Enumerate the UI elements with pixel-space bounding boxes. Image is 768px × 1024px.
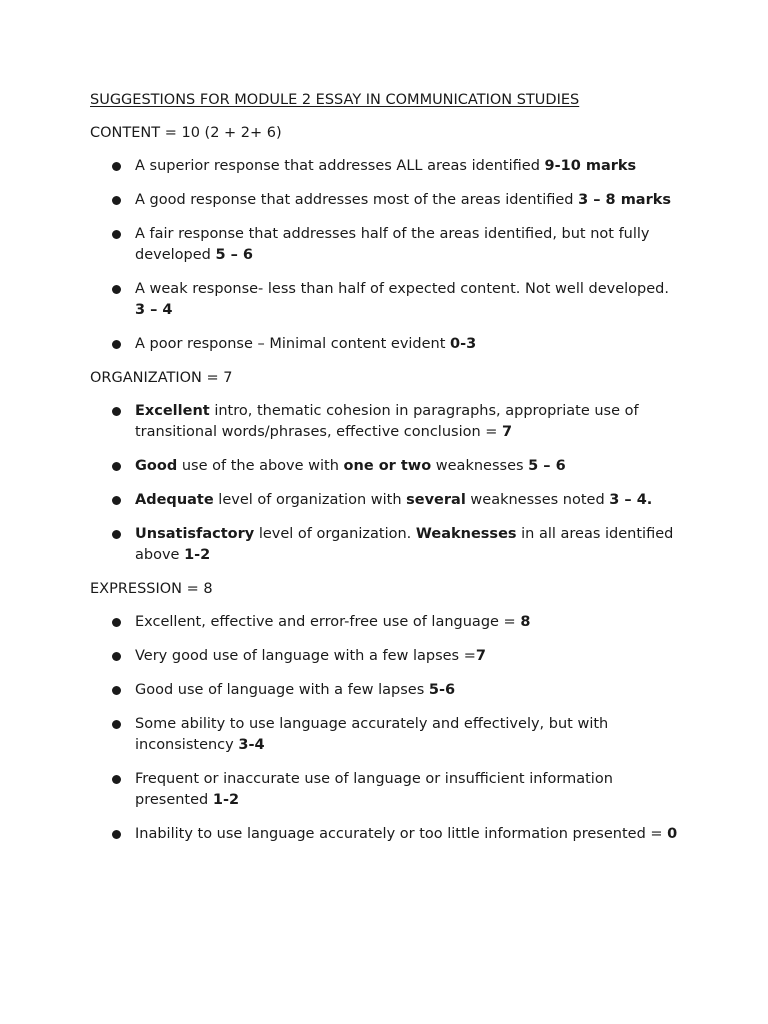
emphasis-text: 5 – 6 [528, 458, 566, 474]
list-item [90, 524, 690, 566]
item-text: A good response that addresses most of the areas identified [135, 192, 579, 208]
bullet-icon [112, 830, 121, 839]
criteria-list [90, 612, 690, 845]
list-item [90, 612, 690, 633]
list-item [90, 824, 690, 845]
bullet-icon [112, 652, 121, 661]
list-item [90, 401, 690, 443]
list-item [90, 490, 690, 511]
section-heading: ORGANIZATION = 7 [90, 370, 233, 386]
emphasis-text: 1-2 [212, 792, 240, 808]
emphasis-text: Adequate [135, 492, 214, 508]
emphasis-text: 5 – 6 [215, 247, 253, 263]
bullet-icon [112, 407, 121, 416]
bullet-icon [112, 775, 121, 784]
item-text: weaknesses noted [465, 492, 610, 508]
criteria-list [90, 156, 690, 355]
emphasis-text: several [406, 492, 466, 508]
list-item [90, 456, 690, 477]
list-item [90, 646, 690, 667]
section-expression [90, 579, 690, 845]
list-item [90, 769, 690, 811]
item-text: A superior response that addresses ALL areas identified [135, 158, 545, 174]
item-text: weaknesses [431, 458, 529, 474]
emphasis-text: 5-6 [428, 682, 456, 698]
list-item [90, 680, 690, 701]
section-content [90, 123, 690, 355]
section-heading: CONTENT = 10 (2 + 2+ 6) [90, 125, 282, 141]
item-text: Inability to use language accurately or too little information presented = [135, 826, 668, 842]
item-text: Some ability to use language accurately and effectively, but with inconsistency [135, 716, 609, 753]
emphasis-text: 3-4 [238, 737, 265, 753]
item-text: Excellent, effective and error-free use of language = [135, 614, 521, 630]
emphasis-text: Excellent [135, 403, 210, 419]
list-item [90, 279, 690, 321]
item-text: level of organization with [213, 492, 407, 508]
item-text: A fair response that addresses half of the areas identified, but not fully developed [135, 226, 650, 263]
emphasis-text: 7 [475, 648, 486, 664]
list-item [90, 156, 690, 177]
emphasis-text: Good [135, 458, 178, 474]
item-text: intro, thematic cohesion in paragraphs, appropriate use of transitional words/phrases, effective conclusion = [135, 403, 639, 440]
item-text: A weak response- less than half of expected content. Not well developed. [135, 281, 669, 297]
document-page [90, 90, 690, 858]
list-item [90, 190, 690, 211]
sections-container [90, 123, 690, 845]
section-organization [90, 368, 690, 566]
emphasis-text: 3 – 4. [609, 492, 653, 508]
item-text: use of the above with [177, 458, 344, 474]
list-item [90, 334, 690, 355]
item-text: Very good use of language with a few lapses = [135, 648, 476, 664]
bullet-icon [112, 340, 121, 349]
bullet-icon [112, 162, 121, 171]
bullet-icon [112, 285, 121, 294]
emphasis-text: 7 [502, 424, 513, 440]
bullet-icon [112, 720, 121, 729]
list-item [90, 714, 690, 756]
emphasis-text: 3 – 4 [135, 302, 173, 318]
section-heading: EXPRESSION = 8 [90, 581, 213, 597]
emphasis-text: one or two [343, 458, 432, 474]
bullet-icon [112, 686, 121, 695]
bullet-icon [112, 196, 121, 205]
emphasis-text: 8 [520, 614, 531, 630]
emphasis-text: 0-3 [450, 336, 477, 352]
emphasis-text: Unsatisfactory [135, 526, 255, 542]
bullet-icon [112, 496, 121, 505]
item-text: Frequent or inaccurate use of language or insufficient information presented [135, 771, 613, 808]
bullet-icon [112, 530, 121, 539]
criteria-list [90, 401, 690, 566]
bullet-icon [112, 618, 121, 627]
emphasis-text: Weaknesses [415, 526, 517, 542]
item-text: level of organization. [254, 526, 416, 542]
emphasis-text: 9-10 marks [544, 158, 637, 174]
item-text: Good use of language with a few lapses [135, 682, 429, 698]
item-text: in all areas identified above [135, 526, 674, 563]
bullet-icon [112, 462, 121, 471]
emphasis-text: 3 – 8 marks [578, 192, 672, 208]
document-title: SUGGESTIONS FOR MODULE 2 ESSAY IN COMMUNICATION STUDIES [90, 92, 580, 108]
list-item [90, 224, 690, 266]
emphasis-text: 1-2 [184, 547, 211, 563]
bullet-icon [112, 230, 121, 239]
item-text: A poor response – Minimal content evident [135, 336, 451, 352]
emphasis-text: 0 [667, 826, 678, 842]
